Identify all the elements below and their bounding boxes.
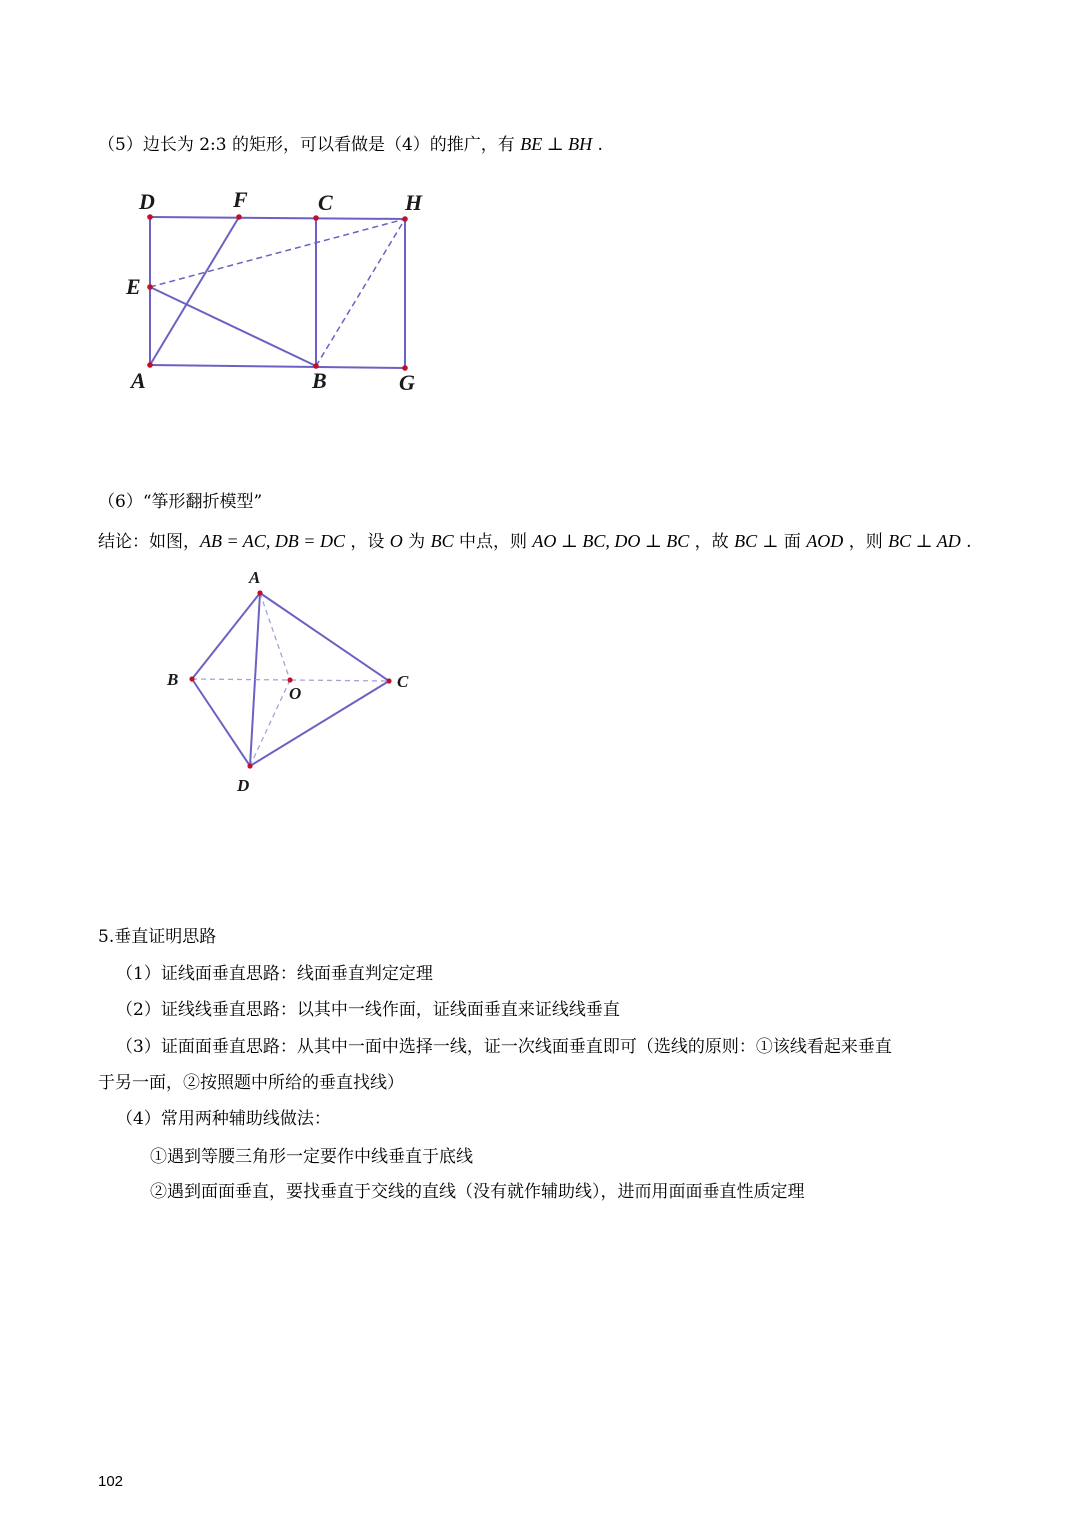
proof-item-3-cont: 于另一面，②按照题中所给的垂直找线） xyxy=(98,1073,404,1093)
point-label-a: A xyxy=(131,368,146,393)
point-label-b: B xyxy=(167,670,179,689)
item-5-math: BE ⊥ BH xyxy=(520,134,593,154)
conclusion-math-2: O xyxy=(389,531,403,551)
point-label-o: O xyxy=(289,684,302,703)
point-label-c: C xyxy=(318,190,333,215)
item-5-label: （5）边长为 2:3 的矩形，可以看做是（4）的推广，有 xyxy=(98,135,515,155)
proof-subitem-2: ②遇到面面垂直，要找垂直于交线的直线（没有就作辅助线），进而用面面垂直性质定理 xyxy=(150,1182,805,1202)
proof-item-3: （3）证面面垂直思路：从其中一面中选择一线，证一次线面垂直即可（选线的原则：①该线看起来垂直 xyxy=(116,1037,892,1057)
point-label-d: D xyxy=(237,776,250,795)
conclusion-text-3: 中点，则 xyxy=(453,532,533,552)
point-label-e: E xyxy=(126,274,141,299)
point-label-c: C xyxy=(397,672,409,691)
conclusion-math-6: AOD xyxy=(806,531,844,551)
conclusion-math-3: BC xyxy=(430,531,454,551)
proof-subitem-1: ①遇到等腰三角形一定要作中线垂直于底线 xyxy=(150,1147,473,1167)
point-label-b: B xyxy=(312,368,327,393)
conclusion-text-7: . xyxy=(960,532,972,552)
conclusion-text-5: ⊥ 面 xyxy=(757,532,807,552)
conclusion-text-4: ，故 xyxy=(689,532,735,552)
section-heading: 5.垂直证明思路 xyxy=(98,927,217,947)
item-6-title: （6）“筝形翻折模型” xyxy=(98,492,263,512)
proof-item-2: （2）证线线垂直思路：以其中一线作面，证线面垂直来证线线垂直 xyxy=(116,1000,620,1020)
conclusion-text-2: 为 xyxy=(402,532,431,552)
conclusion-text-1: ，设 xyxy=(344,532,390,552)
conclusion-text-6: ，则 xyxy=(843,532,889,552)
proof-item-1: （1）证线面垂直思路：线面垂直判定定理 xyxy=(116,964,433,984)
item-5-end: . xyxy=(592,135,603,155)
point-label-d: D xyxy=(139,189,155,214)
point-label-a: A xyxy=(249,568,261,587)
conclusion-prefix: 结论：如图， xyxy=(98,532,200,552)
conclusion-math-7: BC ⊥ AD xyxy=(888,531,961,551)
conclusion-math-5: BC xyxy=(734,531,758,551)
point-label-f: F xyxy=(233,187,248,212)
conclusion-math-4: AO ⊥ BC, DO ⊥ BC xyxy=(532,531,690,551)
conclusion-math-1: AB = AC, DB = DC xyxy=(200,531,345,551)
page-number: 102 xyxy=(98,1473,124,1490)
point-label-g: G xyxy=(399,370,415,395)
point-label-h: H xyxy=(405,190,423,215)
proof-item-4: （4）常用两种辅助线做法： xyxy=(116,1109,331,1129)
